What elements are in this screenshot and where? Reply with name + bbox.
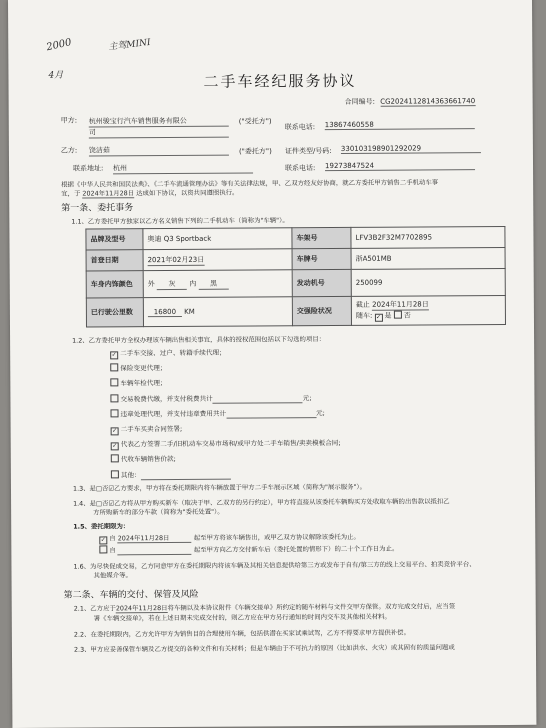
clause-1-4-line1: 1.4、是□否☑乙方将从甲方购买新车（取决于甲、乙双方的另行约定），甲方将直接从该委托车辆购买方处收取车辆的出售款以抵扣乙	[73, 497, 450, 508]
clause-1-5-label: 1.5、委托期限为：	[73, 522, 130, 531]
table-row	[86, 247, 505, 271]
clause-2-1-prefix: 2.1、乙方应于	[73, 604, 116, 613]
checkbox-checked-icon: ✓	[111, 351, 117, 359]
exterior-label: 外	[147, 279, 155, 288]
preamble-suffix: 达成如下协议，以资共同遵照执行。	[136, 188, 239, 198]
term-a-date: 2024年11月28日	[118, 533, 192, 543]
preamble-line1: 根据《中华人民共和国民法典》、《二手车流通管理办法》等有关法律法规，甲、乙双方经友好协商，就乙方委托甲方销售二手机动车事	[61, 178, 439, 189]
option-text: 二手车交接、过户、转籍手续代理；	[120, 348, 226, 358]
contract-number-value: CG2024112814363661740	[380, 97, 476, 106]
party-a-name-line2: 司	[89, 127, 229, 139]
option-item	[111, 437, 411, 454]
term-b-text: 起至甲方向乙方交付新车后（委托处置的情形下）的二十个工作日为止。	[193, 544, 399, 554]
party-b-id-label: 证件类型/号码:	[284, 147, 332, 156]
clause-2-2: 2.2、在委托期限内，乙方允许甲方为销售目的合理使用车辆，包括供潜在买家试乘试驾，乙方不得要求甲方提供补偿。	[73, 628, 410, 639]
term-b-blank	[118, 546, 192, 555]
option-suffix: 元;	[302, 393, 312, 402]
party-b-role: ("委托方")	[238, 147, 272, 156]
option-text: 交易税费代缴，并支付税费共计	[120, 394, 213, 403]
table-row	[86, 268, 505, 298]
vehicle-info-table	[85, 226, 506, 328]
checkbox-empty-icon	[110, 379, 118, 387]
party-a-name-line2-wrap	[89, 127, 229, 139]
table-row	[86, 295, 505, 327]
plate-label: 车牌号	[292, 248, 351, 269]
option-text: 代收车辆销售价款;	[120, 455, 176, 464]
party-a-phone: 13867460558	[325, 120, 475, 130]
party-a-name	[89, 116, 229, 128]
checkbox-empty-icon	[111, 409, 119, 417]
yes-label: 是	[384, 311, 392, 320]
option-blank	[213, 394, 303, 404]
option-text: 代表乙方签署二手/旧机动车交易市场和/或甲方处二手车销售/卖卖模板合同;	[120, 439, 341, 449]
section2-heading: 第二条、车辆的交付、保管及风险	[63, 589, 199, 601]
option-item	[111, 421, 411, 438]
preamble-date: 2024年11月28日	[82, 189, 135, 198]
exterior-color: 灰	[157, 278, 187, 289]
option-text: 违章处理代理，并支付违章费用共计	[120, 409, 227, 419]
mileage-value: 16800	[148, 307, 182, 316]
checkbox-empty-icon	[110, 364, 118, 372]
interior-label: 内	[189, 279, 197, 288]
clause-2-1-line2: 署《车辆交接单》，若在上述日期未完成交付的，则乙方应在甲方另行通知的时间内交车及其他相关材料。	[93, 612, 391, 623]
preamble-prefix: 宜，于	[61, 189, 81, 198]
party-b-phone-label: 联系电话:	[285, 164, 316, 173]
checkbox-empty-icon	[111, 455, 119, 463]
checkbox-empty-icon	[110, 394, 118, 402]
contract-number	[345, 96, 476, 107]
clause-2-3: 2.3、甲方应妥善保管车辆及乙方提交的各种文件和有关材料；但是车辆由于不可抗力的原因（比如洪水、火灾）或其固有的质量问题或	[73, 643, 455, 654]
reg-date-value: 2021年02月23日	[147, 255, 205, 264]
checkbox-empty-icon	[99, 545, 107, 553]
party-b-address-wrap	[113, 163, 253, 175]
no-label: 否	[403, 311, 411, 320]
handwritten-margin-note: 4月	[48, 70, 64, 81]
party-a-role: ("受托方")	[238, 117, 272, 126]
term-option-a	[99, 532, 360, 545]
term-b-prefix: 自	[109, 546, 116, 555]
party-a-phone-label: 联系电话:	[284, 123, 316, 132]
party-b-label: 乙方:	[60, 146, 78, 155]
term-a-prefix: 自	[109, 534, 116, 543]
checkbox-checked-icon: ✓	[112, 442, 118, 450]
party-b-phone-wrap	[325, 161, 475, 171]
party-b-name: 饶洁茹	[89, 145, 229, 157]
checkbox-empty-icon	[111, 470, 119, 478]
engine-value: 250099	[351, 268, 505, 296]
insurance-cell	[351, 295, 505, 325]
clause-1-1: 1.1、乙方委托甲方独家以乙方名义销售下列的二手机动车（简称为"车辆"）。	[71, 216, 289, 226]
checkbox-empty-icon	[394, 311, 402, 319]
plate-value: 浙A501MB	[351, 247, 505, 269]
clause-1-6-line1: 1.6、为尽快促成交易，乙方同意甲方在委托期限内将该车辆及其相关信息提供给第三方或发布于自有/第三方的线上交易平台、拍卖竞价平台、	[73, 560, 476, 571]
insurance-until	[356, 299, 501, 311]
vin-value: LFV3B2F32M7702895	[351, 226, 505, 248]
clause-1-3: 1.3、是□否☑乙方要求，甲方将在委托期限内将车辆放置于甲方二手车展示区域（简称为"展示服务"）。	[72, 482, 367, 493]
mileage-cell	[143, 297, 292, 327]
brand-value: 奥迪 Q3 Sportback	[143, 228, 292, 250]
party-b-name-wrap	[89, 145, 229, 157]
party-b-phone: 19273847524	[325, 161, 475, 171]
authorization-options	[110, 346, 411, 485]
checkbox-checked-icon: ✓	[376, 313, 382, 321]
party-a-label: 甲方:	[60, 116, 78, 125]
clause-1-6-line2: 其他媒介等。	[93, 571, 132, 580]
party-b-address: 杭州	[113, 163, 253, 175]
option-suffix: 元;	[316, 408, 325, 417]
with-car-label: 随车:	[355, 311, 373, 320]
party-b-address-label: 联系地址:	[73, 164, 104, 173]
insurance-until-label: 截止	[355, 300, 370, 309]
page-title: 二手车经纪服务协议	[203, 71, 357, 91]
contract-number-label: 合同编号:	[344, 97, 376, 106]
party-b-id: 330103198901292029	[341, 144, 481, 154]
party-b-id-wrap	[341, 144, 481, 154]
insurance-date: 2024年11月28日	[372, 300, 429, 309]
vin-label: 车架号	[292, 227, 351, 248]
interior-color: 黑	[198, 278, 228, 289]
section1-heading: 第一条、委托事务	[61, 203, 134, 214]
term-option-b	[99, 544, 398, 556]
preamble-line2	[61, 188, 238, 199]
brand-label: 品牌及型号	[86, 229, 143, 250]
handwritten-note: 主驾MINI	[108, 37, 152, 53]
option-text: 二手车买卖合同签署;	[120, 424, 183, 434]
checkbox-checked-icon: ✓	[100, 536, 106, 544]
reg-date-cell	[143, 249, 292, 271]
option-item	[111, 452, 411, 469]
reg-date-label: 首登日期	[86, 250, 143, 271]
color-label: 车身内饰颜色	[86, 271, 143, 298]
clause-2-1-rest: 将车辆以及本协议附件《车辆交接单》所约定的随车材料与文件交甲方保管。双方完成交付后，应当签	[167, 602, 456, 613]
option-blank	[141, 470, 231, 480]
option-text: 车辆年检代理；	[120, 379, 167, 388]
option-blank	[226, 409, 316, 419]
contract-page	[8, 0, 536, 728]
clause-1-2: 1.2、乙方委托甲方全权办理该车辆出售相关事宜，具体的授权范围包括以下勾选的项目：	[72, 335, 326, 345]
engine-label: 发动机号	[292, 269, 351, 296]
option-text: 其他：	[120, 470, 141, 479]
party-a-phone-wrap	[325, 120, 475, 130]
option-text: 保险变更代理；	[120, 364, 167, 373]
table-row	[86, 226, 505, 250]
clause-1-4-line2: 方所购新车的部分车款（简称为"委托处置"）。	[93, 507, 224, 517]
with-car-row	[356, 310, 501, 322]
term-a-text: 起至甲方将该车辆售出，或甲乙双方协议解除该委托为止。	[193, 532, 360, 542]
clause-2-1-date: 2024年11月28日	[115, 604, 168, 613]
handwritten-number: 2000	[45, 37, 73, 54]
mileage-label: 已行驶公里数	[86, 298, 143, 327]
insurance-label: 交强险状况	[292, 296, 351, 325]
mileage-unit: KM	[184, 307, 195, 316]
color-cell	[143, 270, 292, 298]
party-a-name-line1: 杭州骏宝行汽车销售服务有限公	[89, 116, 229, 128]
checkbox-checked-icon: ✓	[112, 427, 118, 435]
